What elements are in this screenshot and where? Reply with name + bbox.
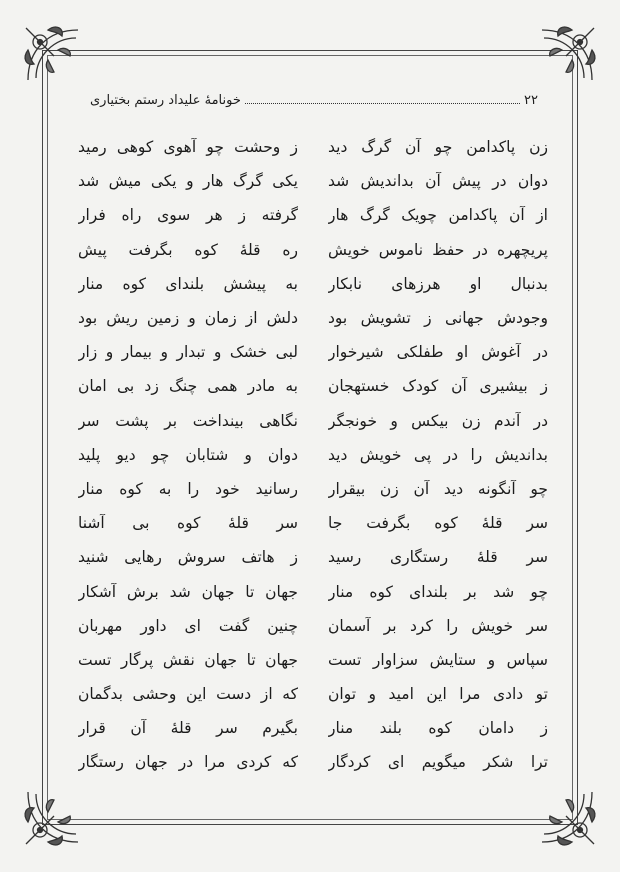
- hemistich-right: از آن پاکدامن چویک گرگ هار: [328, 206, 548, 225]
- hemistich-left: ره قلۀ کوه بگرفت پیش: [78, 240, 298, 259]
- hemistich-left: بگیرم سر قلۀ آن قرار: [78, 719, 298, 738]
- hemistich-right: ز بیشیری آن کودک خستهجان: [328, 377, 548, 396]
- verse-line: [78, 233, 548, 267]
- hemistich-left: چنین گفت ای داور مهربان: [78, 616, 298, 635]
- verse-line: [78, 164, 548, 198]
- hemistich-right: بدنبال او هرزهای نابکار: [328, 274, 548, 293]
- header-leader-dots: [245, 102, 520, 104]
- poem-body: [78, 130, 548, 780]
- verse-line: [78, 609, 548, 643]
- verse-line: [78, 677, 548, 711]
- hemistich-left: ز وحشت چو آهوی کوهی رمید: [78, 138, 298, 157]
- hemistich-right: سر قلۀ کوه بگرفت جا: [328, 514, 548, 533]
- hemistich-right: پریچهره در حفظ ناموس خویش: [328, 240, 548, 259]
- corner-ornament-bottom-left: [18, 782, 88, 852]
- hemistich-left: که از دست این وحشی بدگمان: [78, 685, 298, 704]
- verse-line: [78, 574, 548, 608]
- verse-line: [78, 369, 548, 403]
- hemistich-right: در آندم زن بیکس و خونجگر: [328, 411, 548, 430]
- hemistich-left: جهان تا جهان نقش پرگار تست: [78, 650, 298, 669]
- hemistich-right: بداندیش را در پی خویش دید: [328, 445, 548, 464]
- verse-line: [78, 711, 548, 745]
- corner-ornament-top-left: [18, 20, 88, 90]
- verse-line: [78, 540, 548, 574]
- hemistich-left: جهان تا جهان شد برش آشکار: [78, 582, 298, 601]
- hemistich-left: دوان و شتابان چو دیو پلید: [78, 445, 298, 464]
- hemistich-right: ز دامان کوه بلند منار: [328, 719, 548, 738]
- verse-line: [78, 506, 548, 540]
- hemistich-right: چو آنگونه دید آن زن بیقرار: [328, 479, 548, 498]
- hemistich-right: دوان در پیش آن بداندیش شد: [328, 172, 548, 191]
- corner-ornament-bottom-right: [532, 782, 602, 852]
- verse-line: [78, 267, 548, 301]
- verse-line: [78, 301, 548, 335]
- hemistich-left: گرفته ز هر سوی راه فرار: [78, 206, 298, 225]
- running-header: [90, 86, 538, 108]
- hemistich-left: ز هاتف سروش رهایی شنید: [78, 548, 298, 567]
- corner-ornament-top-right: [532, 20, 602, 90]
- hemistich-left: نگاهی بینداخت بر پشت سر: [78, 411, 298, 430]
- hemistich-right: وجودش جهانی ز تشویش بود: [328, 309, 548, 328]
- hemistich-left: لبی خشک و تبدار و بیمار و زار: [78, 343, 298, 362]
- hemistich-left: به پیشش بلندای کوه منار: [78, 274, 298, 293]
- hemistich-left: رسانید خود را به کوه منار: [78, 479, 298, 498]
- hemistich-left: دلش از زمان و زمین ریش بود: [78, 309, 298, 328]
- verse-line: [78, 472, 548, 506]
- verse-line: [78, 198, 548, 232]
- verse-line: [78, 335, 548, 369]
- hemistich-left: به مادر همی چنگ زد بی امان: [78, 377, 298, 396]
- verse-line: [78, 404, 548, 438]
- page-number: ۲۲: [524, 93, 538, 108]
- verse-line: [78, 130, 548, 164]
- hemistich-right: سر قلۀ رستگاری رسید: [328, 548, 548, 567]
- verse-line: [78, 438, 548, 472]
- hemistich-right: چو شد بر بلندای کوه منار: [328, 582, 548, 601]
- hemistich-right: سر خویش را کرد بر آسمان: [328, 616, 548, 635]
- hemistich-left: یکی گرگ هار و یکی میش شد: [78, 172, 298, 191]
- hemistich-right: سپاس و ستایش سزاوار تست: [328, 650, 548, 669]
- verse-line: [78, 643, 548, 677]
- verse-line: [78, 745, 548, 779]
- hemistich-right: در آغوش او طفلکی شیرخوار: [328, 343, 548, 362]
- book-title: خونامۀ علیداد رستم بختیاری: [90, 93, 241, 108]
- hemistich-right: ترا شکر میگویم ای کردگار: [328, 753, 548, 772]
- hemistich-left: که کردی مرا در جهان رستگار: [78, 753, 298, 772]
- hemistich-right: تو دادی مرا این امید و توان: [328, 685, 548, 704]
- hemistich-right: زن پاکدامن چو آن گرگ دید: [328, 138, 548, 157]
- hemistich-left: سر قلۀ کوه بی آشنا: [78, 514, 298, 533]
